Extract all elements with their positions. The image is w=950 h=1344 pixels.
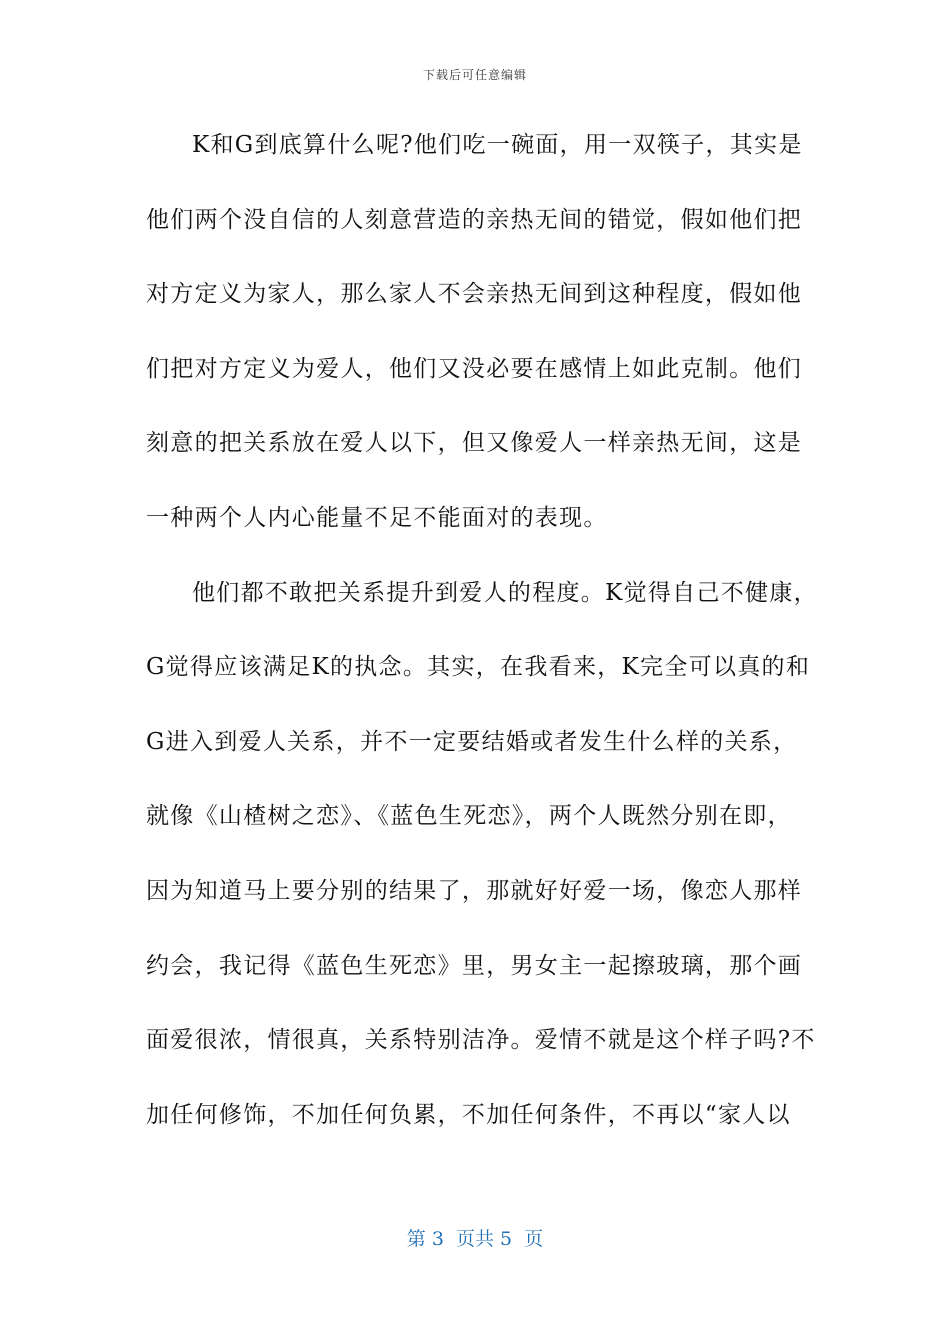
text-line: 就像《山楂树之恋》、《蓝色生死恋》，两个人既然分别在即，: [146, 803, 792, 830]
text-line: 约会，我记得《蓝色生死恋》里，男女主一起擦玻璃，那个画: [146, 952, 803, 979]
text-line: 对方定义为家人，那么家人不会亲热无间到这种程度，假如他: [146, 281, 803, 308]
text-line: 刻意的把关系放在爱人以下，但又像爱人一样亲热无间，这是: [146, 430, 803, 457]
text-line: 面爱很浓，情很真，关系特别洁净。爱情不就是这个样子吗?不: [146, 1027, 816, 1054]
text-line: 们把对方定义为爱人，他们又没必要在感情上如此克制。他们: [146, 355, 803, 382]
text-line: 加任何修饰，不加任何负累，不加任何条件，不再以“家人以: [146, 1101, 791, 1128]
text-line: 他们两个没自信的人刻意营造的亲热无间的错觉，假如他们把: [146, 206, 803, 233]
text-line: K和G到底算什么呢?他们吃一碗面，用一双筷子，其实是: [192, 132, 803, 158]
body-text: [146, 118, 818, 1162]
text-line: 他们都不敢把关系提升到爱人的程度。K觉得自己不健康，: [192, 579, 818, 606]
text-line: 因为知道马上要分别的结果了，那就好好爱一场，像恋人那样: [146, 877, 803, 904]
header-note: 下载后可任意编辑: [422, 68, 527, 82]
page-number-footer: 第 3 页共 5 页: [406, 1228, 544, 1250]
text-line: 一种两个人内心能量不足不能面对的表现。: [146, 504, 608, 531]
text-line: G进入到爱人关系，并不一定要结婚或者发生什么样的关系，: [146, 728, 798, 755]
text-line: G觉得应该满足K的执念。其实，在我看来，K完全可以真的和: [146, 654, 811, 681]
